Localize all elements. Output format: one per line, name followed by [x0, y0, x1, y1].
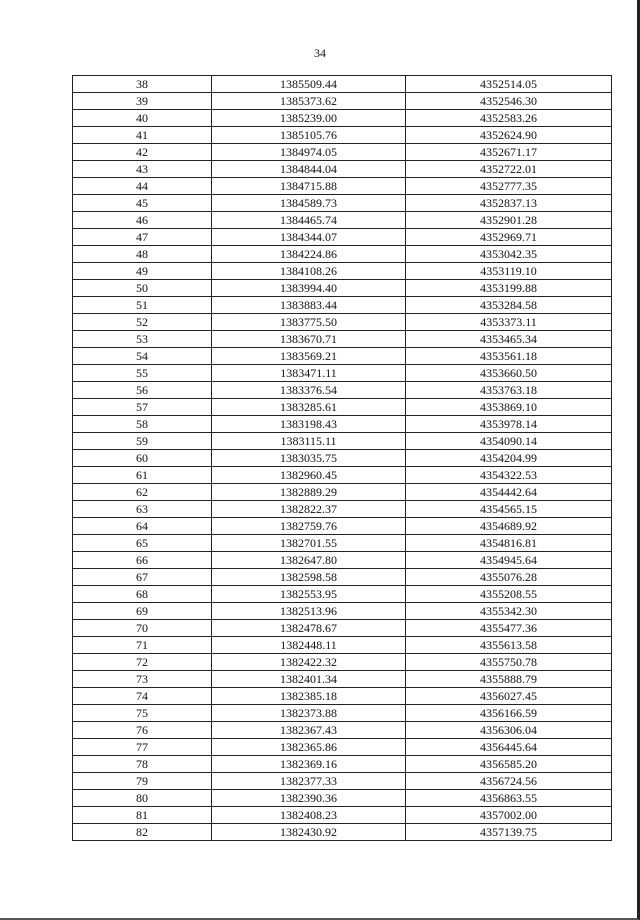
point-number-cell: 82 [73, 824, 212, 841]
point-number-cell: 38 [73, 76, 212, 93]
table-row [73, 263, 612, 280]
x-coordinate-cell: 1382367.43 [212, 722, 406, 739]
point-number-cell: 58 [73, 416, 212, 433]
x-coordinate-cell: 1382369.16 [212, 756, 406, 773]
x-coordinate-cell: 1382513.96 [212, 603, 406, 620]
x-coordinate-cell: 1383471.11 [212, 365, 406, 382]
x-coordinate-cell: 1383569.21 [212, 348, 406, 365]
point-number-cell: 61 [73, 467, 212, 484]
table-row [73, 688, 612, 705]
table-row [73, 76, 612, 93]
x-coordinate-cell: 1384224.86 [212, 246, 406, 263]
y-coordinate-cell: 4352671.17 [406, 144, 612, 161]
x-coordinate-cell: 1383994.40 [212, 280, 406, 297]
point-number-cell: 77 [73, 739, 212, 756]
y-coordinate-cell: 4353373.11 [406, 314, 612, 331]
point-number-cell: 63 [73, 501, 212, 518]
x-coordinate-cell: 1382373.88 [212, 705, 406, 722]
table-row [73, 637, 612, 654]
y-coordinate-cell: 4353869.10 [406, 399, 612, 416]
table-row [73, 399, 612, 416]
x-coordinate-cell: 1382553.95 [212, 586, 406, 603]
table-row [73, 178, 612, 195]
point-number-cell: 55 [73, 365, 212, 382]
table-row [73, 161, 612, 178]
y-coordinate-cell: 4354565.15 [406, 501, 612, 518]
table-row [73, 348, 612, 365]
y-coordinate-cell: 4354442.64 [406, 484, 612, 501]
table-row [73, 586, 612, 603]
point-number-cell: 56 [73, 382, 212, 399]
point-number-cell: 52 [73, 314, 212, 331]
point-number-cell: 53 [73, 331, 212, 348]
table-row [73, 654, 612, 671]
table-row [73, 382, 612, 399]
y-coordinate-cell: 4353561.18 [406, 348, 612, 365]
page-number: 34 [314, 46, 326, 60]
point-number-cell: 68 [73, 586, 212, 603]
table-row [73, 756, 612, 773]
x-coordinate-cell: 1384589.73 [212, 195, 406, 212]
y-coordinate-cell: 4353763.18 [406, 382, 612, 399]
point-number-cell: 40 [73, 110, 212, 127]
point-number-cell: 44 [73, 178, 212, 195]
table-row [73, 127, 612, 144]
x-coordinate-cell: 1383670.71 [212, 331, 406, 348]
y-coordinate-cell: 4354204.99 [406, 450, 612, 467]
point-number-cell: 81 [73, 807, 212, 824]
y-coordinate-cell: 4355477.36 [406, 620, 612, 637]
point-number-cell: 45 [73, 195, 212, 212]
table-row [73, 518, 612, 535]
x-coordinate-cell: 1385239.00 [212, 110, 406, 127]
y-coordinate-cell: 4352624.90 [406, 127, 612, 144]
y-coordinate-cell: 4352514.05 [406, 76, 612, 93]
point-number-cell: 62 [73, 484, 212, 501]
table-row [73, 212, 612, 229]
x-coordinate-cell: 1384974.05 [212, 144, 406, 161]
x-coordinate-cell: 1382759.76 [212, 518, 406, 535]
point-number-cell: 80 [73, 790, 212, 807]
point-number-cell: 64 [73, 518, 212, 535]
x-coordinate-cell: 1382647.80 [212, 552, 406, 569]
y-coordinate-cell: 4356724.56 [406, 773, 612, 790]
x-coordinate-cell: 1382430.92 [212, 824, 406, 841]
y-coordinate-cell: 4352546.30 [406, 93, 612, 110]
table-row [73, 246, 612, 263]
y-coordinate-cell: 4354816.81 [406, 535, 612, 552]
x-coordinate-cell: 1382365.86 [212, 739, 406, 756]
y-coordinate-cell: 4356027.45 [406, 688, 612, 705]
y-coordinate-cell: 4357002.00 [406, 807, 612, 824]
point-number-cell: 48 [73, 246, 212, 263]
point-number-cell: 69 [73, 603, 212, 620]
point-number-cell: 59 [73, 433, 212, 450]
table-row [73, 416, 612, 433]
y-coordinate-cell: 4354945.64 [406, 552, 612, 569]
y-coordinate-cell: 4354322.53 [406, 467, 612, 484]
point-number-cell: 51 [73, 297, 212, 314]
y-coordinate-cell: 4356585.20 [406, 756, 612, 773]
x-coordinate-cell: 1383115.11 [212, 433, 406, 450]
point-number-cell: 79 [73, 773, 212, 790]
y-coordinate-cell: 4355888.79 [406, 671, 612, 688]
point-number-cell: 42 [73, 144, 212, 161]
x-coordinate-cell: 1382385.18 [212, 688, 406, 705]
point-number-cell: 66 [73, 552, 212, 569]
y-coordinate-cell: 4353042.35 [406, 246, 612, 263]
y-coordinate-cell: 4352837.13 [406, 195, 612, 212]
y-coordinate-cell: 4355750.78 [406, 654, 612, 671]
table-row [73, 365, 612, 382]
point-number-cell: 54 [73, 348, 212, 365]
table-row [73, 722, 612, 739]
table-row [73, 195, 612, 212]
y-coordinate-cell: 4356445.64 [406, 739, 612, 756]
y-coordinate-cell: 4355342.30 [406, 603, 612, 620]
x-coordinate-cell: 1383198.43 [212, 416, 406, 433]
x-coordinate-cell: 1384715.88 [212, 178, 406, 195]
x-coordinate-cell: 1384465.74 [212, 212, 406, 229]
y-coordinate-cell: 4353199.88 [406, 280, 612, 297]
y-coordinate-cell: 4356306.04 [406, 722, 612, 739]
table-row [73, 603, 612, 620]
y-coordinate-cell: 4353978.14 [406, 416, 612, 433]
x-coordinate-cell: 1382448.11 [212, 637, 406, 654]
x-coordinate-cell: 1383285.61 [212, 399, 406, 416]
y-coordinate-cell: 4354689.92 [406, 518, 612, 535]
table-row [73, 501, 612, 518]
table-row [73, 824, 612, 841]
point-number-cell: 46 [73, 212, 212, 229]
table-row [73, 433, 612, 450]
y-coordinate-cell: 4356166.59 [406, 705, 612, 722]
y-coordinate-cell: 4352901.28 [406, 212, 612, 229]
y-coordinate-cell: 4352969.71 [406, 229, 612, 246]
table-row [73, 807, 612, 824]
point-number-cell: 78 [73, 756, 212, 773]
x-coordinate-cell: 1384344.07 [212, 229, 406, 246]
point-number-cell: 60 [73, 450, 212, 467]
table-row [73, 671, 612, 688]
x-coordinate-cell: 1382478.67 [212, 620, 406, 637]
x-coordinate-cell: 1382960.45 [212, 467, 406, 484]
x-coordinate-cell: 1383376.54 [212, 382, 406, 399]
point-number-cell: 57 [73, 399, 212, 416]
y-coordinate-cell: 4355208.55 [406, 586, 612, 603]
table-row [73, 484, 612, 501]
point-number-cell: 70 [73, 620, 212, 637]
y-coordinate-cell: 4355076.28 [406, 569, 612, 586]
table-body [73, 76, 612, 841]
point-number-cell: 47 [73, 229, 212, 246]
coordinates-table [72, 75, 612, 841]
x-coordinate-cell: 1382390.36 [212, 790, 406, 807]
point-number-cell: 65 [73, 535, 212, 552]
table-row [73, 569, 612, 586]
x-coordinate-cell: 1383883.44 [212, 297, 406, 314]
x-coordinate-cell: 1382822.37 [212, 501, 406, 518]
table-row [73, 93, 612, 110]
y-coordinate-cell: 4354090.14 [406, 433, 612, 450]
table-row [73, 450, 612, 467]
table-row [73, 144, 612, 161]
point-number-cell: 76 [73, 722, 212, 739]
y-coordinate-cell: 4352583.26 [406, 110, 612, 127]
table-row [73, 229, 612, 246]
x-coordinate-cell: 1382422.32 [212, 654, 406, 671]
y-coordinate-cell: 4355613.58 [406, 637, 612, 654]
point-number-cell: 41 [73, 127, 212, 144]
point-number-cell: 39 [73, 93, 212, 110]
point-number-cell: 43 [73, 161, 212, 178]
y-coordinate-cell: 4353660.50 [406, 365, 612, 382]
x-coordinate-cell: 1382401.34 [212, 671, 406, 688]
table-row [73, 297, 612, 314]
x-coordinate-cell: 1384844.04 [212, 161, 406, 178]
x-coordinate-cell: 1385105.76 [212, 127, 406, 144]
x-coordinate-cell: 1383035.75 [212, 450, 406, 467]
table-row [73, 280, 612, 297]
point-number-cell: 71 [73, 637, 212, 654]
x-coordinate-cell: 1382377.33 [212, 773, 406, 790]
table-row [73, 790, 612, 807]
table-row [73, 331, 612, 348]
point-number-cell: 67 [73, 569, 212, 586]
y-coordinate-cell: 4353465.34 [406, 331, 612, 348]
table-row [73, 773, 612, 790]
point-number-cell: 72 [73, 654, 212, 671]
y-coordinate-cell: 4352722.01 [406, 161, 612, 178]
y-coordinate-cell: 4353284.58 [406, 297, 612, 314]
table-row [73, 552, 612, 569]
table-row [73, 705, 612, 722]
x-coordinate-cell: 1382598.58 [212, 569, 406, 586]
point-number-cell: 74 [73, 688, 212, 705]
x-coordinate-cell: 1385509.44 [212, 76, 406, 93]
point-number-cell: 73 [73, 671, 212, 688]
table-row [73, 110, 612, 127]
table-row [73, 467, 612, 484]
point-number-cell: 75 [73, 705, 212, 722]
point-number-cell: 50 [73, 280, 212, 297]
table-row [73, 314, 612, 331]
table-row [73, 620, 612, 637]
table-row [73, 739, 612, 756]
x-coordinate-cell: 1382701.55 [212, 535, 406, 552]
y-coordinate-cell: 4357139.75 [406, 824, 612, 841]
y-coordinate-cell: 4353119.10 [406, 263, 612, 280]
x-coordinate-cell: 1382889.29 [212, 484, 406, 501]
x-coordinate-cell: 1385373.62 [212, 93, 406, 110]
x-coordinate-cell: 1382408.23 [212, 807, 406, 824]
x-coordinate-cell: 1383775.50 [212, 314, 406, 331]
y-coordinate-cell: 4352777.35 [406, 178, 612, 195]
x-coordinate-cell: 1384108.26 [212, 263, 406, 280]
y-coordinate-cell: 4356863.55 [406, 790, 612, 807]
point-number-cell: 49 [73, 263, 212, 280]
table-row [73, 535, 612, 552]
